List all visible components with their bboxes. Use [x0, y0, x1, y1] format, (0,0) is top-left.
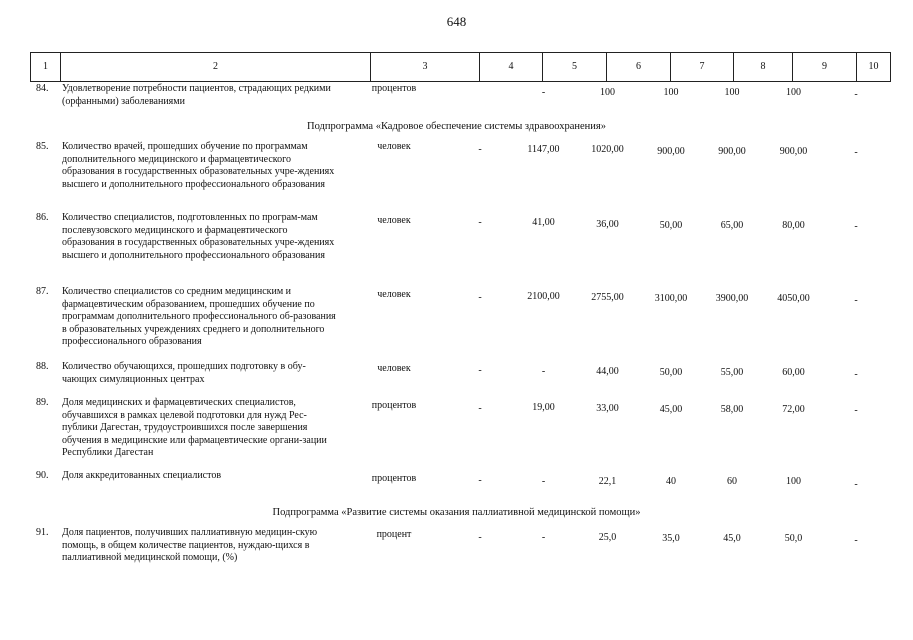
indicator-name: Количество обучающихся, прошедших подготовку в обу-чающих симуляционных центрах — [62, 361, 306, 385]
value: 35,0 — [662, 533, 680, 544]
value: 900,00 — [657, 146, 685, 157]
indicator-name: Доля медицинских и фармацевтических специалистов, обучавшихся в рамках целевой подготовки для нужд Рес-публики Дагестан, трудоустроившихся после завершения обучения в медицинские или фармацевтические органи-зации Республики Дагестан — [62, 397, 327, 459]
column-header: 3 — [371, 53, 480, 81]
value: - — [854, 369, 858, 380]
value: - — [478, 532, 482, 543]
indicator-name: Доля пациентов, получивших паллиативную медицин-скую помощь, в общем количестве пациентов, нуждаю-щихся в паллиативной медицинской помощи, (%) — [62, 527, 318, 564]
value: 44,00 — [596, 366, 619, 377]
unit: процентов — [371, 83, 417, 94]
value: 100 — [724, 87, 740, 98]
column-header: 4 — [480, 53, 543, 81]
row-number: 87. — [36, 286, 49, 297]
unit: процент — [376, 529, 412, 540]
value: 1147,00 — [527, 144, 560, 155]
value: - — [854, 479, 858, 490]
value: - — [854, 147, 858, 158]
value: - — [478, 365, 482, 376]
value: - — [478, 403, 482, 414]
column-header: 10 — [857, 53, 891, 81]
value: - — [541, 366, 546, 377]
value: - — [854, 89, 858, 100]
row-number: 90. — [36, 470, 49, 481]
value: 100 — [786, 476, 801, 487]
value: 2755,00 — [591, 292, 624, 303]
column-header: 6 — [607, 53, 671, 81]
value: 55,00 — [720, 367, 744, 378]
row-number: 85. — [36, 141, 49, 152]
value: - — [541, 476, 546, 487]
value: - — [541, 532, 546, 543]
unit: человек — [377, 215, 411, 226]
table-header — [30, 52, 891, 82]
value: 900,00 — [779, 146, 808, 157]
value: 40 — [666, 476, 676, 487]
value: 25,0 — [598, 532, 617, 543]
value: - — [854, 535, 858, 546]
value: 50,0 — [784, 533, 803, 544]
value: 1020,00 — [591, 144, 624, 155]
row-number: 88. — [36, 361, 49, 372]
value: 50,00 — [659, 367, 683, 378]
value: - — [478, 292, 482, 303]
value: - — [854, 221, 858, 232]
row-number: 89. — [36, 397, 49, 408]
value: - — [478, 217, 482, 228]
value: 60,00 — [782, 367, 805, 378]
value: 80,00 — [782, 220, 805, 231]
value: 41,00 — [532, 217, 555, 228]
column-header: 8 — [734, 53, 793, 81]
indicator-name: Количество врачей, прошедших обучение по программам дополнительного медицинского и фармацевтического образования в государственных образовательных учре-ждениях высшего и дополнительного профессионального образования — [62, 141, 335, 190]
value: 100 — [663, 87, 679, 98]
value: 72,00 — [782, 404, 805, 415]
column-header: 1 — [31, 53, 61, 81]
value: - — [541, 87, 546, 98]
subprogram-heading: Подпрограмма «Кадровое обеспечение системы здравоохранения» — [306, 121, 606, 132]
value: 100 — [786, 87, 801, 98]
value: 2100,00 — [527, 291, 560, 302]
value: 3100,00 — [654, 293, 688, 304]
value: 4050,00 — [777, 293, 810, 304]
unit: человек — [377, 289, 411, 300]
row-number: 91. — [36, 527, 49, 538]
value: 60 — [727, 476, 737, 487]
value: 22,1 — [598, 476, 617, 487]
page-number: 648 — [446, 14, 467, 29]
unit: процентов — [371, 473, 417, 484]
column-header: 9 — [793, 53, 857, 81]
value: 19,00 — [532, 402, 555, 413]
value: 45,00 — [659, 404, 683, 415]
value: 65,00 — [720, 220, 744, 231]
value: 58,00 — [720, 404, 744, 415]
column-header: 2 — [61, 53, 371, 81]
subprogram-heading: Подпрограмма «Развитие системы оказания паллиативной медицинской помощи» — [272, 507, 641, 518]
row-number: 86. — [36, 212, 49, 223]
value: 36,00 — [596, 219, 619, 230]
value: - — [854, 405, 858, 416]
value: 45,0 — [723, 533, 741, 544]
column-header: 7 — [671, 53, 734, 81]
value: 3900,00 — [715, 293, 749, 304]
indicator-name: Количество специалистов, подготовленных по програм-мам послевузовского медицинского и фармацевтического образования в государственных образовательных учре-ждениях высшего и дополнительного профессионального образования — [62, 212, 335, 261]
value: - — [478, 144, 482, 155]
unit: человек — [377, 363, 411, 374]
indicator-name: Удовлетворение потребности пациентов, страдающих редкими (орфанными) заболеваниями — [62, 83, 331, 107]
value: - — [478, 475, 482, 486]
indicator-name: Количество специалистов со средним медицинским и фармацевтическим образованием, прошедших обучение по программам дополнительного профессионального об-разования в образовательных учреждениях среднего и дополнительного профессионального образования — [62, 286, 336, 348]
unit: процентов — [371, 400, 417, 411]
value: 100 — [600, 87, 615, 98]
indicator-name: Доля аккредитованных специалистов — [62, 470, 222, 481]
column-header: 5 — [543, 53, 607, 81]
value: - — [854, 295, 858, 306]
value: 50,00 — [659, 220, 683, 231]
value: 33,00 — [596, 403, 619, 414]
unit: человек — [377, 141, 411, 152]
value: 900,00 — [718, 146, 746, 157]
row-number: 84. — [36, 83, 49, 94]
